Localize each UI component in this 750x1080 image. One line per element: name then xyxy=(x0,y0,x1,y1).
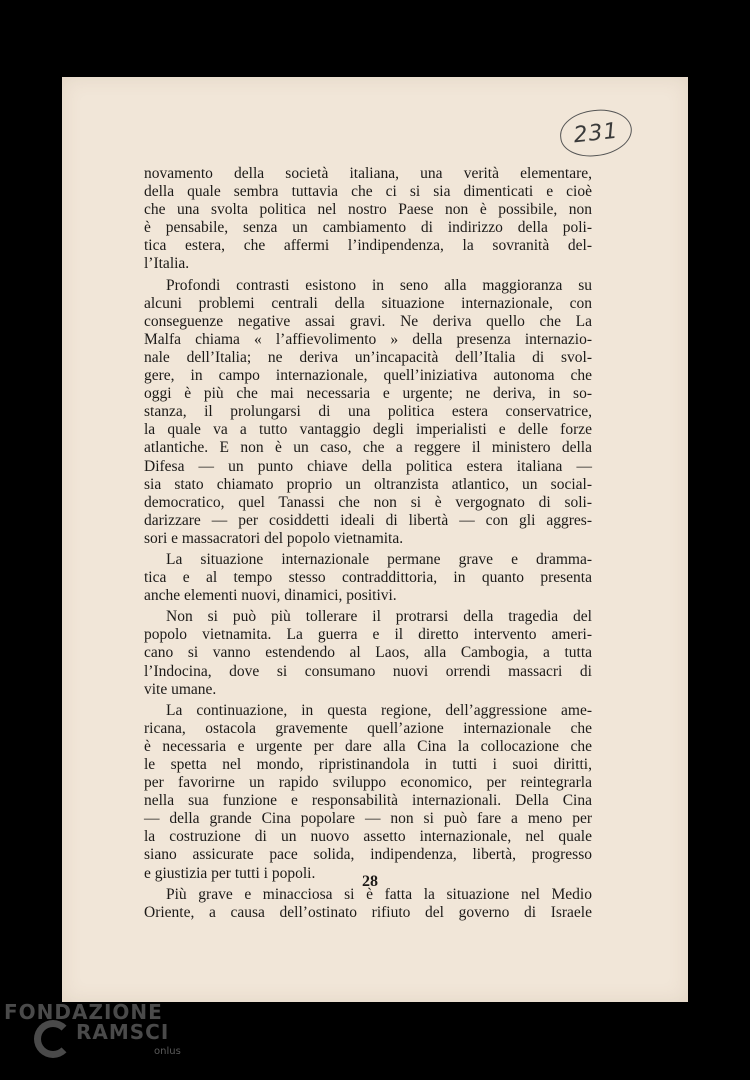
text-line: La situazione internazionale permane grave e dramma- xyxy=(166,550,592,568)
page-number: 28 xyxy=(362,873,378,890)
text-line: alcuni problemi centrali della situazione internazionale, con xyxy=(144,294,592,312)
text-line: tica estera, che affermi l’indipendenza, la sovranità del- xyxy=(144,237,592,255)
text-line: vite umane. xyxy=(144,680,217,698)
text-line: La continuazione, in questa regione, dell’aggressione ame- xyxy=(166,701,592,719)
logo-g-mark xyxy=(34,1020,72,1058)
body-text xyxy=(144,165,592,925)
text-line: anche elementi nuovi, dinamici, positivi. xyxy=(144,587,397,605)
text-line: sori e massacratori del popolo vietnamita. xyxy=(144,529,404,547)
text-line: Profondi contrasti esistono in seno alla maggioranza su xyxy=(166,276,592,294)
text-line: stanza, il prolungarsi di una politica estera conservatrice, xyxy=(144,403,592,421)
text-line: Malfa chiama « l’affievolimento » della presenza internazio- xyxy=(144,330,592,348)
text-line: siano assicurate pace solida, indipendenza, libertà, progresso xyxy=(144,846,592,864)
text-line: è necessaria e urgente per dare alla Cina la collocazione che xyxy=(144,737,592,755)
text-line: Più grave e minacciosa si è fatta la situazione nel Medio xyxy=(166,885,592,903)
paragraph xyxy=(144,702,592,883)
text-line: nale dell’Italia; ne deriva un’incapacità dell’Italia di svol- xyxy=(144,348,592,366)
text-line: l’Indocina, dove si consumano nuovi orrendi massacri di xyxy=(144,662,592,680)
text-line: atlantiche. E non è un caso, che a reggere il ministero della xyxy=(144,439,592,457)
fondazione-gramsci-logo xyxy=(4,996,204,1080)
text-line: per favorirne un rapido sviluppo economico, per reintegrarla xyxy=(144,774,592,792)
paragraph xyxy=(144,165,592,274)
text-line: tica e al tempo stesso contraddittoria, in quanto presenta xyxy=(144,569,592,587)
text-line: cano si vanno estendendo al Laos, alla Cambogia, a tutta xyxy=(144,644,592,662)
paragraph xyxy=(144,551,592,605)
text-line: che una svolta politica nel nostro Paese non è possibile, non xyxy=(144,201,592,219)
text-line: conseguenze negative assai gravi. Ne deriva quello che La xyxy=(144,312,592,330)
text-line: è pensabile, senza un cambiamento di indirizzo della poli- xyxy=(144,219,592,237)
text-line: popolo vietnamita. La guerra e il diretto intervento ameri- xyxy=(144,626,592,644)
text-line: l’Italia. xyxy=(144,255,190,273)
text-line: la costruzione di un nuovo assetto internazionale, nel quale xyxy=(144,828,592,846)
text-line: ricana, ostacola gravemente quell’azione internazionale che xyxy=(144,719,592,737)
text-line: gere, in campo internazionale, quell’iniziativa autonoma che xyxy=(144,367,592,385)
archive-number: 231 xyxy=(572,118,620,148)
text-line: la quale va a tutto vantaggio degli imperialisti e delle forze xyxy=(144,421,592,439)
text-line: novamento della società italiana, una verità elementare, xyxy=(144,165,592,182)
text-line: Non si può più tollerare il protrarsi della tragedia del xyxy=(166,608,592,626)
text-line: democratico, quel Tanassi che non si è vergognato di soli- xyxy=(144,493,592,511)
text-line: nella sua funzione e responsabilità internazionali. Della Cina xyxy=(144,792,592,810)
text-line: le spetta nel mondo, ripristinandola in tutti i suoi diritti, xyxy=(144,756,592,773)
logo-line2: RAMSCI xyxy=(76,1020,170,1044)
paragraph xyxy=(144,608,592,698)
text-line: darizzare — per cosiddetti ideali di libertà — con gli aggres- xyxy=(144,511,592,529)
text-line: Oriente, a causa dell’ostinato rifiuto del governo di Israele xyxy=(144,903,592,921)
text-line: — della grande Cina popolare — non si può fare a meno per xyxy=(144,810,592,828)
text-line: della quale sembra tuttavia che ci si sia dimenticati e cioè xyxy=(144,183,592,201)
paragraph xyxy=(144,277,592,548)
text-line: Difesa — un punto chiave della politica estera italiana — xyxy=(144,457,592,475)
logo-line1: FONDAZIONE xyxy=(4,1000,163,1024)
text-line: oggi è più che mai necessaria e urgente; ne deriva, in so- xyxy=(144,385,592,403)
text-line: e giustizia per tutti i popoli. xyxy=(144,864,316,882)
paragraph xyxy=(144,886,592,922)
text-line: sia stato chiamato proprio un oltranzista atlantico, un social- xyxy=(144,475,592,493)
logo-onlus: onlus xyxy=(154,1046,181,1057)
